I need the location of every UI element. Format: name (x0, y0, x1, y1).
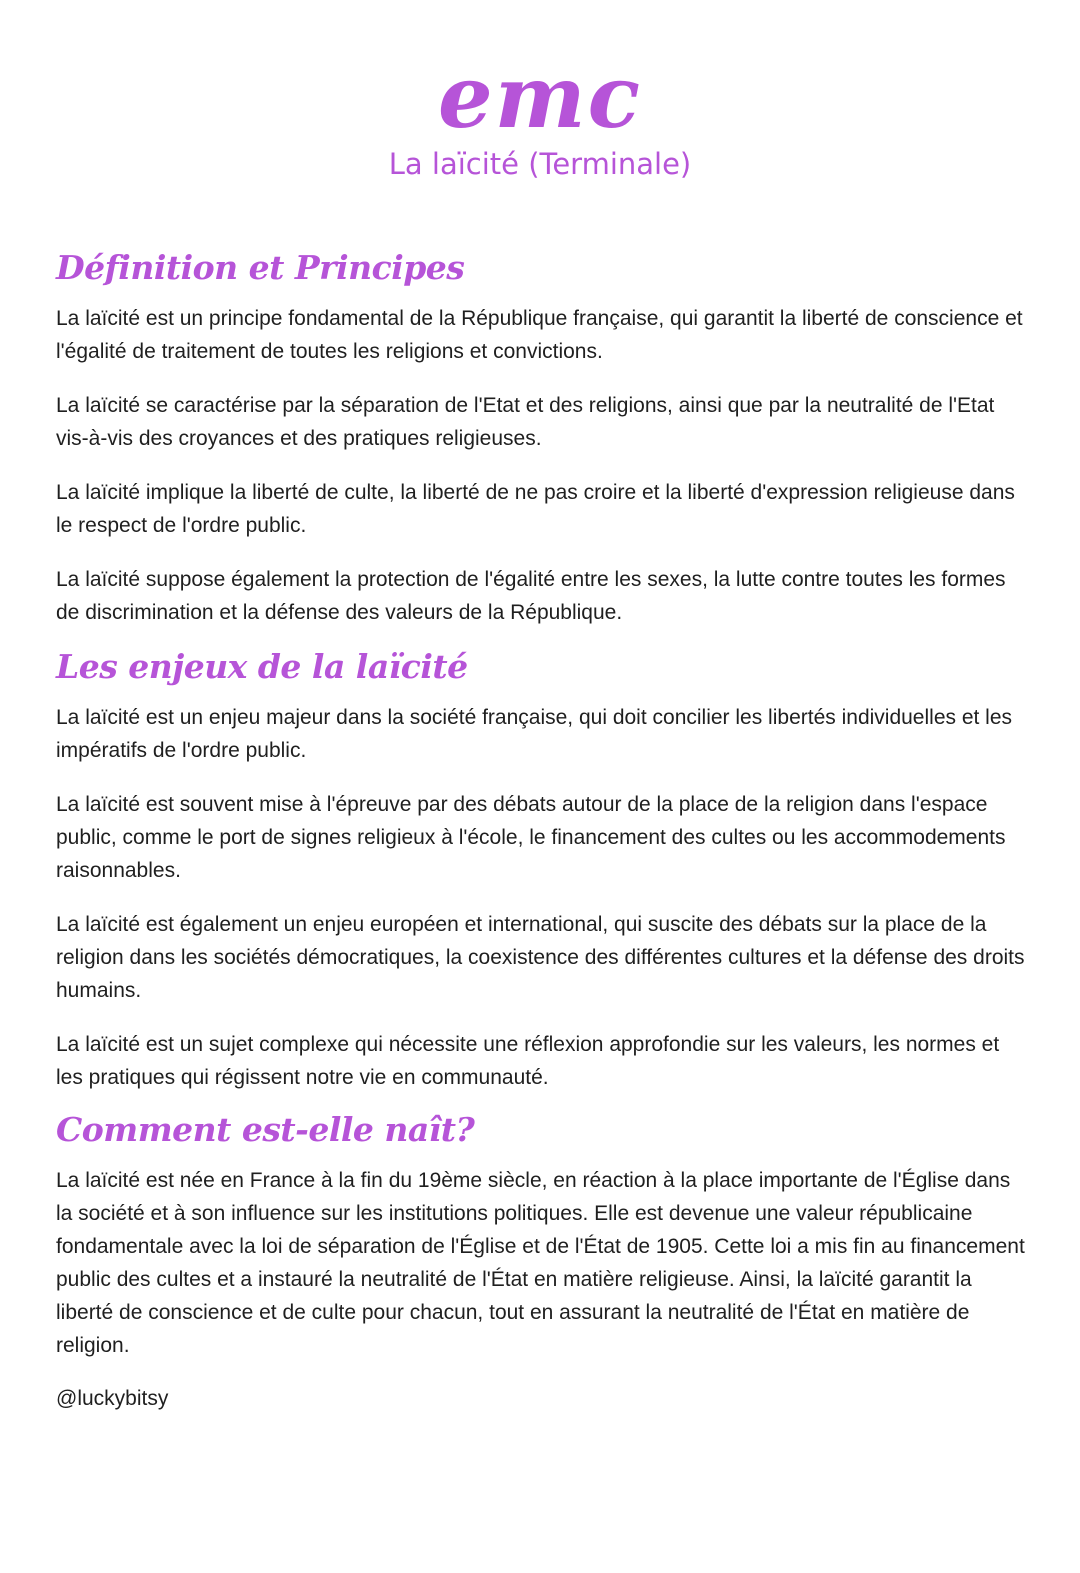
paragraph: La laïcité implique la liberté de culte, la liberté de ne pas croire et la liberté d'expression religieuse dans le respect de l'ordre public. (56, 481, 1015, 537)
section-origine (56, 1102, 1031, 1362)
section-heading: Définition et Principes (56, 248, 465, 287)
document-body (56, 240, 1031, 1415)
paragraph: La laïcité suppose également la protection de l'égalité entre les sexes, la lutte contre toutes les formes de discrimination et la défense des valeurs de la République. (56, 568, 1006, 624)
section-enjeux (56, 639, 1031, 1094)
page-subtitle: La laïcité (Terminale) (388, 147, 692, 181)
paragraph: La laïcité est souvent mise à l'épreuve par des débats autour de la place de la religion dans l'espace public, comme le port de signes religieux à l'école, le financement des cultes ou les accommodements raisonnables. (56, 793, 1006, 882)
paragraph: La laïcité est également un enjeu européen et international, qui suscite des débats sur la place de la religion dans les sociétés démocratiques, la coexistence des différentes cultures et la défense des droits humains. (56, 913, 1025, 1002)
paragraph: La laïcité est un principe fondamental de la République française, qui garantit la liberté de conscience et l'égalité de traitement de toutes les religions et convictions. (56, 307, 1023, 363)
section-heading: Les enjeux de la laïcité (56, 647, 468, 686)
page-title: emc (437, 47, 643, 148)
paragraph: La laïcité est née en France à la fin du 19ème siècle, en réaction à la place importante de l'Église dans la société et à son influence sur les institutions politiques. Elle est devenue une valeur républicaine fondamentale avec la loi de séparation de l'Église et de l'État de 1905. Cette loi a mis fin au financement public des cultes et a instauré la neutralité de l'État en matière religieuse. Ainsi, la laïcité garantit la liberté de conscience et de culte pour chacun, tout en assurant la neutralité de l'État en matière de religion. (56, 1169, 1025, 1357)
section-heading: Comment est-elle naît? (56, 1110, 475, 1149)
paragraph: La laïcité est un sujet complexe qui nécessite une réflexion approfondie sur les valeurs, les normes et les pratiques qui régissent notre vie en communauté. (56, 1033, 1000, 1089)
section-definition (56, 240, 1031, 629)
paragraph: La laïcité se caractérise par la séparation de l'Etat et des religions, ainsi que par la neutralité de l'Etat vis-à-vis des croyances et des pratiques religieuses. (56, 394, 995, 450)
paragraph: La laïcité est un enjeu majeur dans la société française, qui doit concilier les libertés individuelles et les impératifs de l'ordre public. (56, 706, 1013, 762)
author-handle: @luckybitsy (56, 1387, 169, 1410)
